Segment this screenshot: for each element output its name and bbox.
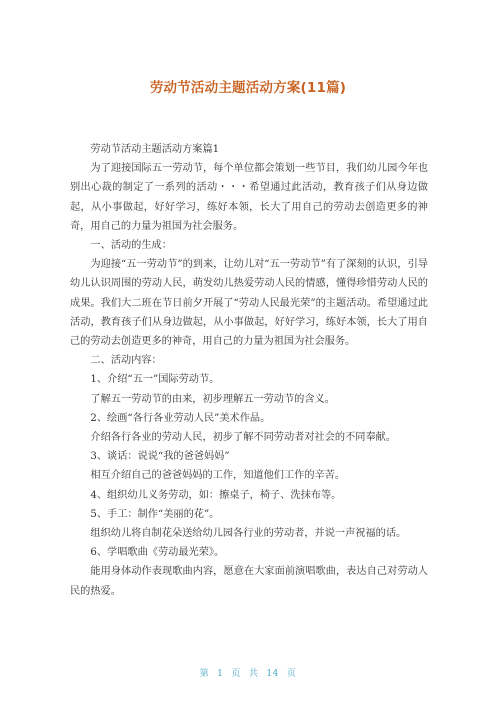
section-heading: 一、活动的生成： [90,240,172,252]
total-word: 共 [248,669,259,679]
paragraph: 为了迎接国际五一劳动节，每个单位都会策划一些节目，我们幼儿园今年也别出心裁的制定了一系列的活动・・・希望通过此活动，教育孩子们从身边做起，从小事做起，好好学习，练好本领，长大了用自己的劳动去创造更多的神奇，用自己的力量为祖国为社会服务。 [70,163,428,232]
document-title: 劳动节活动主题活动方案(11篇) [149,80,347,96]
list-item: 4、组织幼儿义务劳动，如：擦桌子，椅子、洗抹布等。 [90,489,342,501]
page-number: 1 [217,669,224,679]
paragraph: 介绍各行各业的劳动人民，初步了解不同劳动者对社会的不同奉献。 [90,432,397,444]
total-unit: 页 [286,669,297,679]
page-unit: 页 [231,669,241,679]
section-heading: 二、活动内容： [90,355,162,367]
list-item: 3、谈话：说说“我的爸爸妈妈” [90,451,230,463]
document-body [70,140,428,601]
paragraph: 组织幼儿将自制花朵送给幼儿园各行业的劳动者，并说一声祝福的话。 [90,528,407,540]
total-pages: 14 [266,669,279,679]
section-heading: 劳动节活动主题活动方案篇1 [90,144,220,155]
paragraph: 为迎接“五一劳动节”的到来，让幼儿对“五一劳动节”有了深刻的认识，引导幼儿认识周围的劳动人民，萌发幼儿热爱劳动人民的情感，懂得珍惜劳动人民的成果。我们大二班在节日前夕开展了“劳动人民最光荣”的主题活动。希望通过此活动，教育孩子们从身边做起，从小事做起，好好学习，练好本领，长大了用自己的劳动去创造更多的神奇，用自己的力量为祖国为社会服务。 [70,259,428,348]
paragraph: 相互介绍自己的爸爸妈妈的工作，知道他们工作的辛苦。 [90,470,346,482]
paragraph: 能用身体动作表现歌曲内容，愿意在大家面前演唱歌曲，表达自己对劳动人民的热爱。 [70,566,428,597]
page-word: 第 [199,669,210,679]
list-item: 1、介绍“五一”国际劳动节。 [90,374,220,386]
page-footer [0,666,496,679]
list-item: 2、绘画“各行各业劳动人民”美术作品。 [90,412,271,424]
list-item: 6、学唱歌曲《劳动最光荣》。 [90,547,225,559]
list-item: 5、手工：制作“美丽的花”。 [90,508,220,520]
paragraph: 了解五一劳动节的由来，初步理解五一劳动节的含义。 [90,393,335,405]
